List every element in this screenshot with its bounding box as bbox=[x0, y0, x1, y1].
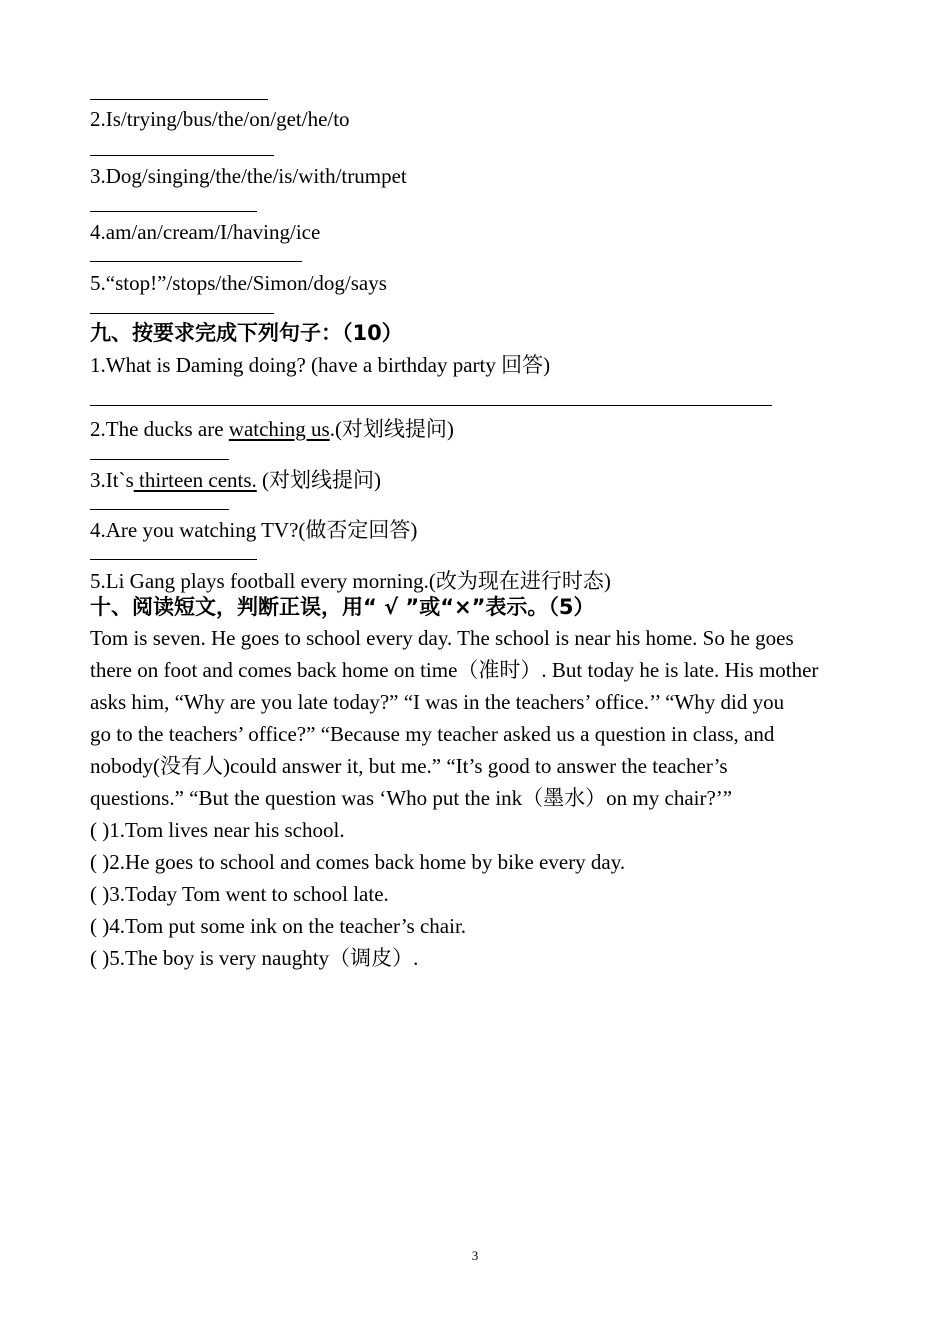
answer-blank[interactable] bbox=[90, 559, 257, 560]
sentence-question-4: 4.Are you watching TV?(做否定回答) bbox=[90, 518, 418, 542]
sentence-question-5: 5.Li Gang plays football every morning.(改为现在进行时态) bbox=[90, 569, 611, 593]
reorder-item-4: 4.am/an/cream/I/having/ice bbox=[90, 220, 321, 244]
question-text: 2.The ducks are bbox=[90, 417, 229, 441]
underlined-phrase: watching us bbox=[228, 417, 330, 441]
true-false-statement: ( )4.Tom put some ink on the teacher’s chair. bbox=[90, 914, 467, 938]
question-instruction: (对划线提问) bbox=[256, 468, 382, 492]
answer-blank[interactable] bbox=[90, 509, 229, 510]
passage-line: nobody(没有人)could answer it, but me.” “It’s good to answer the teacher’s bbox=[90, 754, 728, 778]
sentence-question-2 bbox=[90, 416, 454, 442]
reorder-item-5: 5.“stop!”/stops/the/Simon/dog/says bbox=[90, 271, 387, 295]
sentence-question-3 bbox=[90, 467, 381, 493]
true-false-statement: ( )3.Today Tom went to school late. bbox=[90, 882, 389, 906]
answer-blank[interactable] bbox=[90, 261, 302, 262]
page-number: 3 bbox=[471, 1248, 479, 1263]
true-false-statement: ( )5.The boy is very naughty（调皮）. bbox=[90, 946, 419, 970]
passage-line: Tom is seven. He goes to school every day. The school is near his home. So he goes bbox=[90, 626, 794, 650]
true-false-statement: ( )1.Tom lives near his school. bbox=[90, 818, 345, 842]
question-instruction: .(对划线提问) bbox=[329, 417, 454, 441]
answer-blank[interactable] bbox=[90, 313, 274, 314]
section-9-heading: 九、按要求完成下列句子：（10） bbox=[90, 321, 403, 345]
answer-blank[interactable] bbox=[90, 155, 274, 156]
reading-passage bbox=[90, 622, 870, 974]
sentence-question-1: 1.What is Daming doing? (have a birthday party 回答) bbox=[90, 353, 551, 377]
answer-blank[interactable] bbox=[90, 99, 268, 100]
answer-blank[interactable] bbox=[90, 211, 257, 212]
section-10-heading: 十、阅读短文，判断正误，用“ √ ”或“×”表示。（5） bbox=[90, 595, 595, 619]
passage-line: asks him, “Why are you late today?” “I was in the teachers’ office.’’ “Why did you bbox=[90, 690, 785, 714]
reorder-item-3: 3.Dog/singing/the/the/is/with/trumpet bbox=[90, 164, 407, 188]
reorder-item-2: 2.Is/trying/bus/the/on/get/he/to bbox=[90, 107, 350, 131]
underlined-phrase: thirteen cents. bbox=[133, 468, 257, 492]
true-false-statement: ( )2.He goes to school and comes back home by bike every day. bbox=[90, 850, 626, 874]
answer-blank[interactable] bbox=[90, 405, 772, 406]
question-text: 3.It`s bbox=[90, 468, 134, 492]
passage-line: go to the teachers’ office?” “Because my teacher asked us a question in class, and bbox=[90, 722, 775, 746]
passage-line: questions.” “But the question was ‘Who put the ink（墨水）on my chair?’” bbox=[90, 786, 733, 810]
passage-line: there on foot and comes back home on time（准时）. But today he is late. His mother bbox=[90, 658, 819, 682]
answer-blank[interactable] bbox=[90, 459, 229, 460]
